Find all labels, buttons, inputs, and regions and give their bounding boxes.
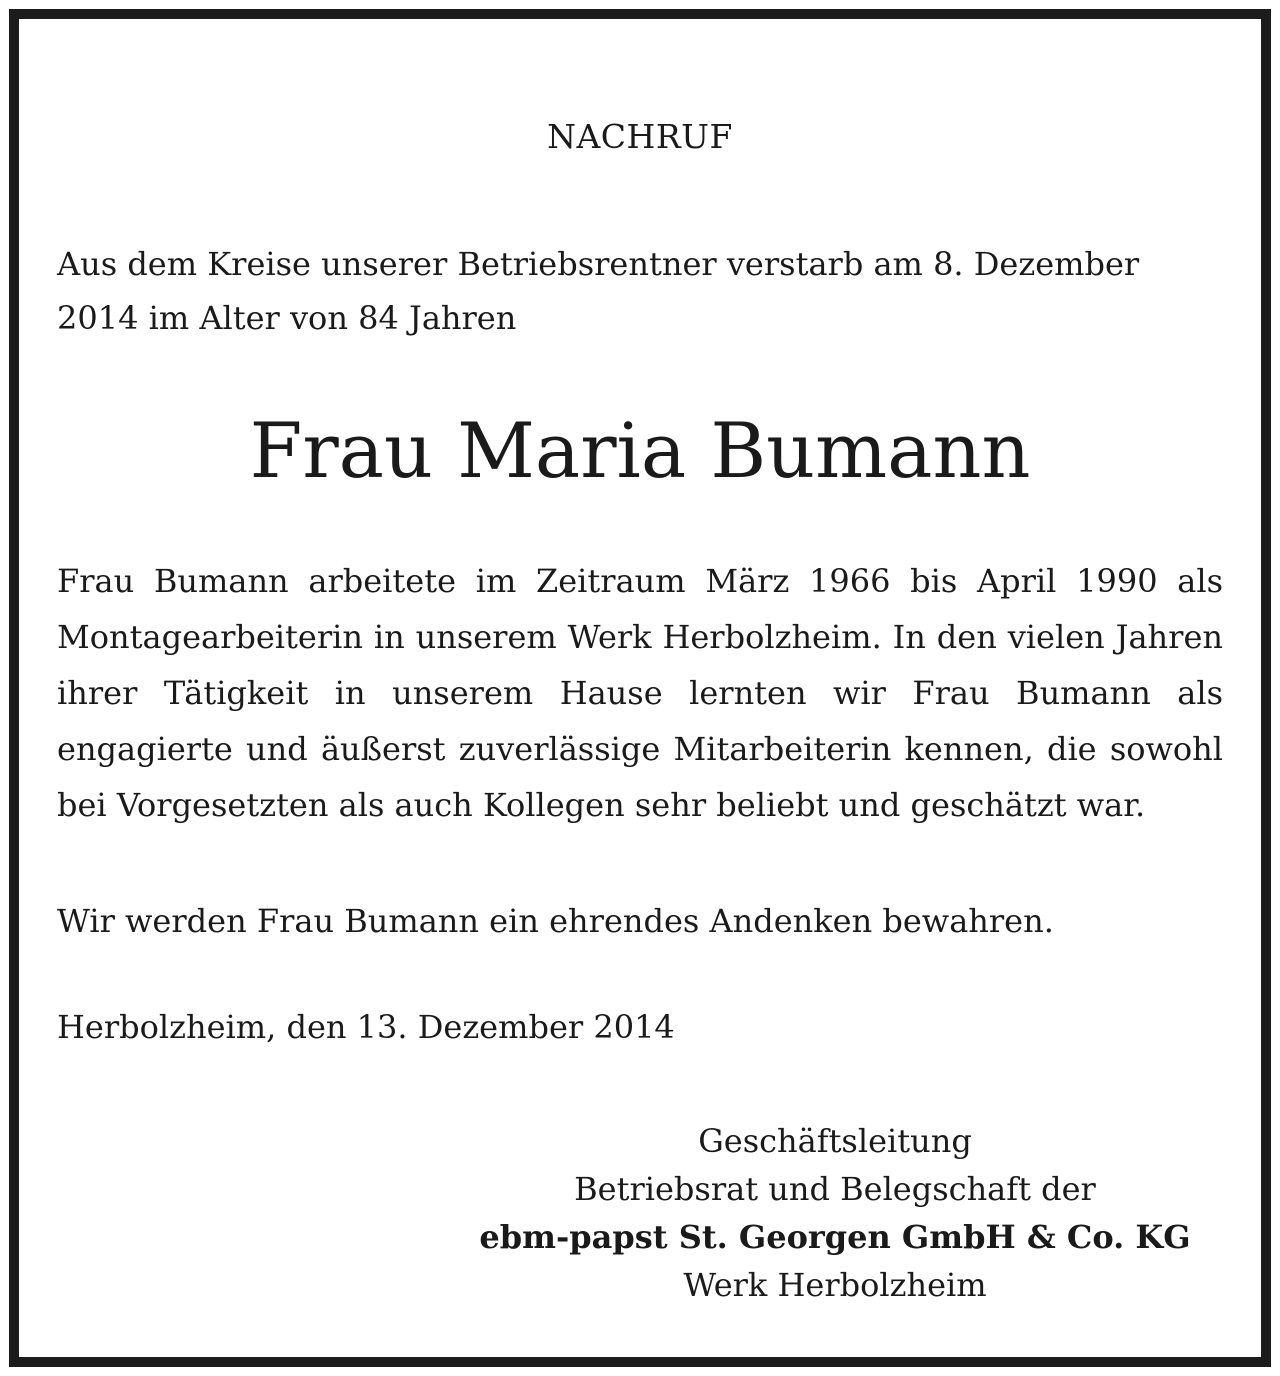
tribute-paragraph: Frau Bumann arbeitete im Zeitraum März 1966 bis April 1990 als Montagearbeiterin in unserem Werk Herbolzheim. In den vielen Jahren ihrer Tätigkeit in unserem Hause lernten wir Frau Bumann als engagierte und äußerst zuverlässige Mitarbeiterin kennen, die sowohl bei Vorgesetzten als auch Kollegen sehr beliebt und geschätzt war. — [57, 562, 1223, 824]
deceased-name: Frau Maria Bumann — [249, 406, 1031, 495]
signature-management: Geschäftsleitung — [698, 1122, 972, 1160]
intro-text: Aus dem Kreise unserer Betriebsrentner verstarb am 8. Dezember 2014 im Alter von 84 Jahren — [57, 245, 1140, 337]
place-date: Herbolzheim, den 13. Dezember 2014 — [57, 1008, 675, 1046]
signature-plant: Werk Herbolzheim — [683, 1266, 987, 1304]
signature-works-council: Betriebsrat und Belegschaft der — [574, 1170, 1096, 1208]
closing-sentence: Wir werden Frau Bumann ein ehrendes Andenken bewahren. — [57, 902, 1054, 940]
notice-heading: NACHRUF — [547, 117, 733, 156]
obituary-notice — [9, 9, 1271, 1367]
signature-block — [445, 1117, 1225, 1309]
signature-company: ebm-papst St. Georgen GmbH & Co. KG — [479, 1218, 1191, 1256]
